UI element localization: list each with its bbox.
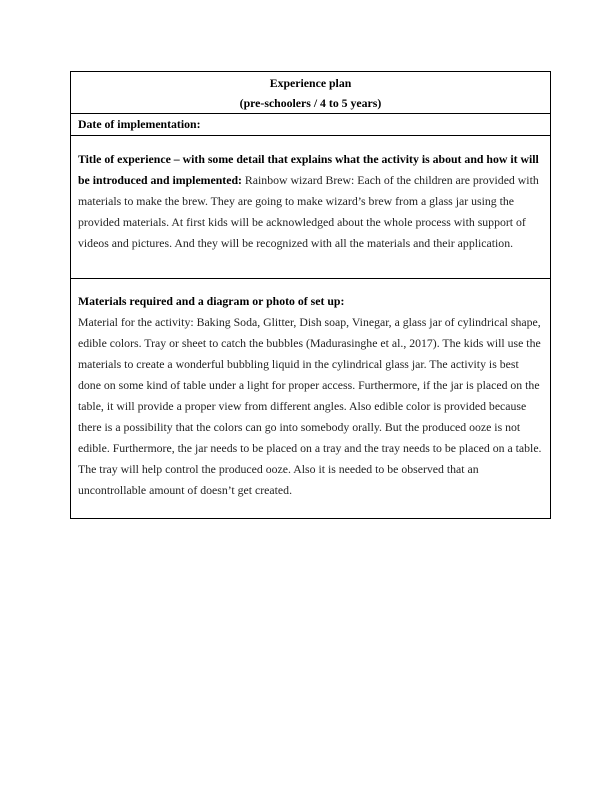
title-of-experience-row xyxy=(71,135,550,278)
date-of-implementation-label: Date of implementation: xyxy=(78,117,201,131)
table-header-row xyxy=(71,72,550,113)
title-of-experience-body: Rainbow wizard Brew: Each of the children are provided with materials to make the brew. They are going to make wizard’s brew from a glass jar using the provided materials. At first kids will be acknowledged about the whole process with support of videos and pictures. And they will be recognized with all the materials and their application. xyxy=(78,173,539,250)
title-of-experience-label: Title of experience – with some detail that explains what the activity is about and how it will be introduced and implemented: xyxy=(78,152,539,187)
doc-title-line2: (pre-schoolers / 4 to 5 years) xyxy=(239,96,382,110)
materials-required-row xyxy=(71,278,550,518)
experience-plan-table xyxy=(70,71,551,519)
materials-required-body: Material for the activity: Baking Soda, Glitter, Dish soap, Vinegar, a glass jar of cylindrical shape, edible colors. Tray or sheet to catch the bubbles (Madurasinghe et al., 2017). The kids will use the materials to create a wonderful bubbling liquid in the cylindrical glass jar. The activity is best done on some kind of table under a light for proper access. Furthermore, if the jar is placed on the table, it will provide a proper view from different angles. Also edible color is provided because there is a possibility that the colors can go into somebody orally. But the produced ooze is not edible. Furthermore, the jar needs to be placed on a tray and the tray needs to be placed on a table. The tray will help control the produced ooze. Also it is needed to be observed that an uncontrollable amount of doesn’t get created. xyxy=(78,315,542,497)
doc-title-line1: Experience plan xyxy=(269,76,352,90)
date-of-implementation-row xyxy=(71,113,550,135)
materials-required-label: Materials required and a diagram or photo of set up: xyxy=(78,294,345,308)
